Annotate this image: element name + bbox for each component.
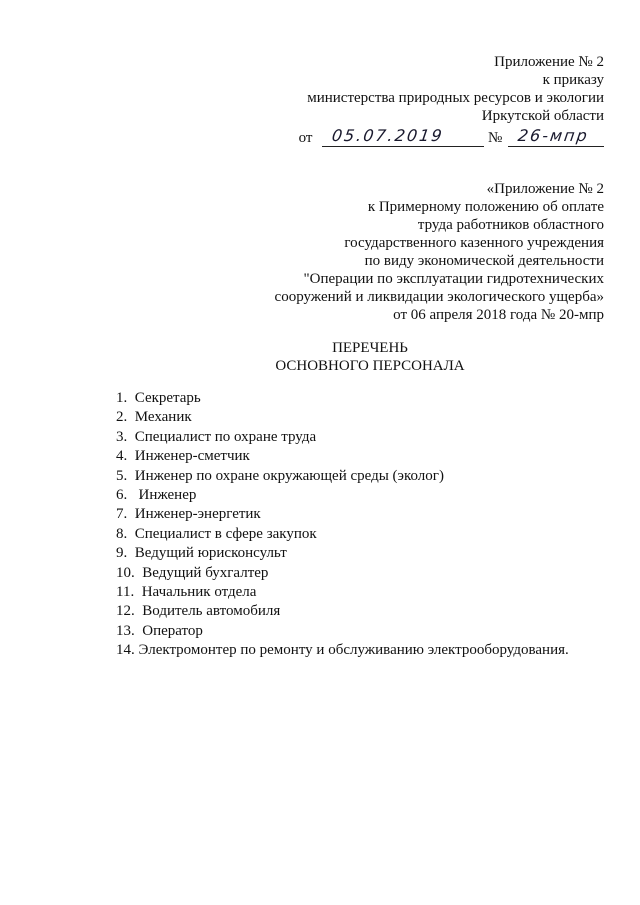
number-prefix: № — [487, 130, 503, 146]
list-item: 11. Начальник отдела — [116, 584, 257, 601]
list-item: 9. Ведущий юрисконсульт — [116, 545, 287, 562]
reference-line: сооружений и ликвидации экологического ущерба» — [274, 289, 604, 305]
list-item: 2. Механик — [116, 409, 192, 426]
reference-line: от 06 апреля 2018 года № 20-мпр — [393, 307, 604, 323]
attachment-title: Приложение № 2 — [494, 54, 604, 70]
list-item: 10. Ведущий бухгалтер — [116, 564, 269, 581]
list-item: 7. Инженер-энергетик — [116, 506, 261, 523]
reference-line: «Приложение № 2 — [486, 181, 604, 197]
list-item: 14. Электромонтер по ремонту и обслуживанию электрооборудования. — [116, 642, 569, 659]
order-date-handwritten: 05.07.2019 — [322, 126, 484, 147]
list-item: 12. Водитель автомобиля — [116, 603, 281, 620]
reference-line: труда работников областного — [417, 217, 604, 233]
reference-line: "Операции по эксплуатации гидротехнических — [303, 271, 604, 287]
document-title: ПЕРЕЧЕНЬ — [332, 340, 408, 356]
list-item: 4. Инженер-сметчик — [116, 448, 250, 465]
order-date-row — [299, 126, 604, 150]
document-subtitle: ОСНОВНОГО ПЕРСОНАЛА — [275, 358, 465, 374]
order-number-handwritten: 26-мпр — [508, 126, 604, 147]
personnel-list — [116, 389, 569, 661]
attachment-region: Иркутской области — [481, 108, 604, 124]
reference-line: государственного казенного учреждения — [344, 235, 604, 251]
list-item: 3. Специалист по охране труда — [116, 428, 317, 445]
list-item: 6. Инженер — [116, 487, 197, 504]
attachment-order-label: к приказу — [542, 72, 604, 88]
reference-line: к Примерному положению об оплате — [367, 199, 604, 215]
list-item: 13. Оператор — [116, 622, 203, 639]
attachment-ministry: министерства природных ресурсов и экологии — [307, 90, 604, 106]
list-item: 1. Секретарь — [116, 390, 201, 406]
list-item: 8. Специалист в сфере закупок — [116, 525, 317, 542]
list-item: 5. Инженер по охране окружающей среды (эколог) — [116, 467, 444, 484]
reference-line: по виду экономической деятельности — [364, 253, 604, 269]
date-prefix: от — [298, 130, 313, 146]
